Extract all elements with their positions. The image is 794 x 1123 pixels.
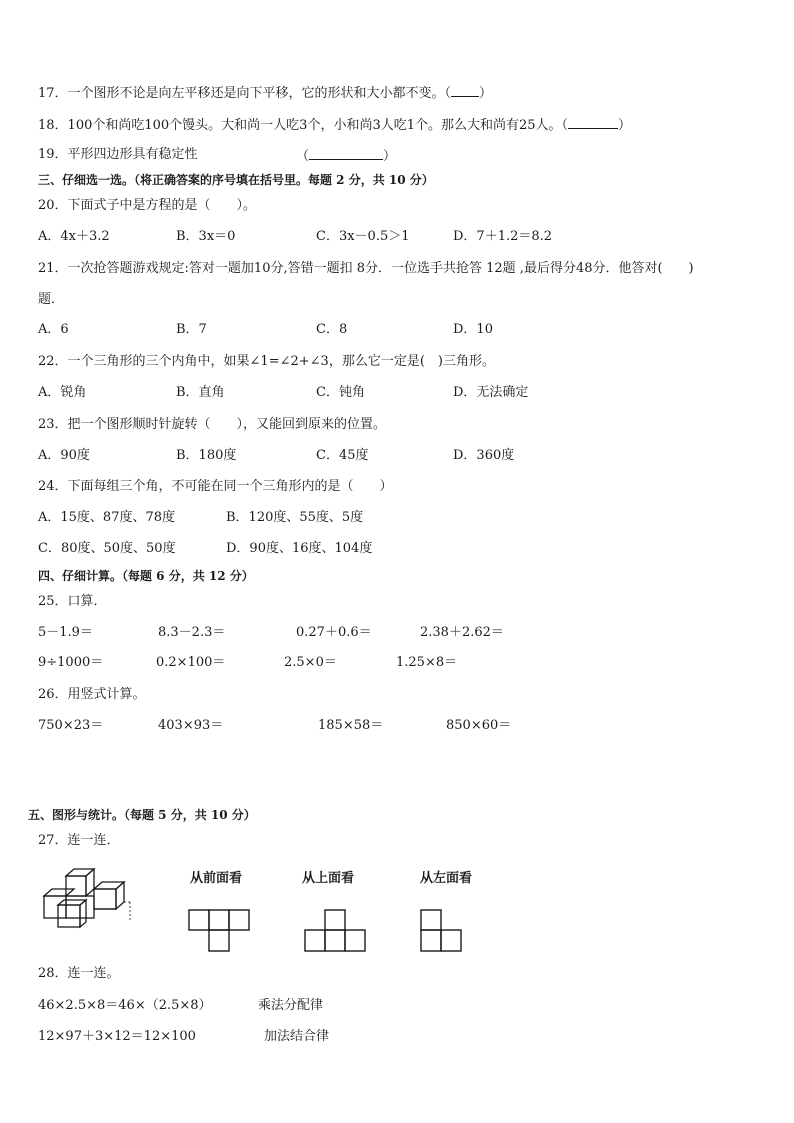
q22-option-b[interactable]: B．直角 [176,385,225,400]
question-19: 19．平形四边形具有稳定性 [38,147,198,162]
q28-right-1[interactable]: 乘法分配律 [258,998,324,1013]
question-28: 28．连一连。 [38,966,120,981]
question-26: 26．用竖式计算。 [38,687,146,702]
q26-expr-1: 750×23＝ [38,718,104,733]
question-22: 22．一个三角形的三个内角中，如果∠1=∠2+∠3，那么它一定是( )三角形。 [38,354,495,369]
view-label-top: 从上面看 [302,871,355,886]
question-17: 17．一个图形不论是向左平移还是向下平移，它的形状和大小都不变。（ ） [38,86,493,101]
view-figure-2[interactable] [304,909,366,953]
q28-left-2[interactable]: 12×97＋3×12＝12×100 [38,1029,196,1044]
answer-19: （ ） [296,149,397,164]
question-21: 21．一次抢答题游戏规定:答对一题加10分,答错一题扣 8分．一位选手共抢答 12题 ,最后得分48分．他答对( ) [38,261,694,276]
q20-option-a[interactable]: A．4x＋3.2 [38,229,110,244]
question-25: 25．口算． [38,594,107,609]
q23-option-b[interactable]: B．180度 [176,448,237,463]
q20-option-c[interactable]: C．3x－0.5＞1 [316,229,410,244]
section-4-title: 四、仔细计算。（每题 6 分，共 12 分） [38,569,254,583]
q26-expr-3: 185×58＝ [318,718,384,733]
q24-option-b[interactable]: B．120度、55度、5度 [226,510,364,525]
q21-option-c[interactable]: C．8 [316,322,348,337]
q25-expr-5: 9÷1000＝ [38,655,104,670]
q21-option-b[interactable]: B．7 [176,322,207,337]
q21-option-a[interactable]: A．6 [38,322,69,337]
question-27: 27．连一连． [38,833,120,848]
q25-expr-6: 0.2×100＝ [156,655,226,670]
q22-option-a[interactable]: A．锐角 [38,385,87,400]
q25-expr-4: 2.38＋2.62＝ [420,625,504,640]
section-3-title: 三、仔细选一选。（将正确答案的序号填在括号里。每题 2 分，共 10 分） [38,173,434,187]
q21-option-d[interactable]: D．10 [453,322,493,337]
q24-option-d[interactable]: D．90度、16度、104度 [226,541,373,556]
question-23: 23．把一个图形顺时针旋转（ ），又能回到原来的位置。 [38,417,387,432]
q23-option-c[interactable]: C．45度 [316,448,369,463]
q28-right-2[interactable]: 加法结合律 [264,1029,330,1044]
answer-blank-17[interactable] [451,84,479,97]
answer-blank-18[interactable] [568,116,618,129]
q25-expr-7: 2.5×0＝ [284,655,337,670]
view-figure-3[interactable] [420,909,464,953]
q25-expr-2: 8.3－2.3＝ [158,625,226,640]
section-5-title: 五、图形与统计。（每题 5 分，共 10 分） [28,808,256,822]
cube-assembly-figure [40,860,140,936]
q25-expr-8: 1.25×8＝ [396,655,458,670]
q24-option-a[interactable]: A．15度、87度、78度 [38,510,176,525]
view-label-left: 从左面看 [420,871,473,886]
q28-left-1[interactable]: 46×2.5×8＝46×（2.5×8） [38,998,212,1013]
q22-option-c[interactable]: C．钝角 [316,385,365,400]
q26-expr-4: 850×60＝ [446,718,512,733]
answer-blank-19[interactable] [309,147,383,160]
q22-option-d[interactable]: D．无法确定 [453,385,529,400]
q25-expr-1: 5－1.9＝ [38,625,93,640]
q24-option-c[interactable]: C．80度、50度、50度 [38,541,176,556]
question-21-cont: 题． [38,292,65,307]
q20-option-b[interactable]: B．3x＝0 [176,229,236,244]
q25-expr-3: 0.27＋0.6＝ [296,625,372,640]
question-18: 18．100个和尚吃100个馒头。大和尚一人吃3个，小和尚3人吃1个。那么大和尚有25人。（ ） [38,118,632,133]
view-figure-1[interactable] [188,909,250,953]
view-label-front: 从前面看 [190,871,243,886]
q26-expr-2: 403×93＝ [158,718,224,733]
q20-option-d[interactable]: D．7＋1.2＝8.2 [453,229,553,244]
q23-option-d[interactable]: D．360度 [453,448,515,463]
question-24: 24．下面每组三个角，不可能在同一个三角形内的是（ ） [38,479,393,494]
q23-option-a[interactable]: A．90度 [38,448,90,463]
question-20: 20．下面式子中是方程的是（ ）。 [38,198,257,213]
